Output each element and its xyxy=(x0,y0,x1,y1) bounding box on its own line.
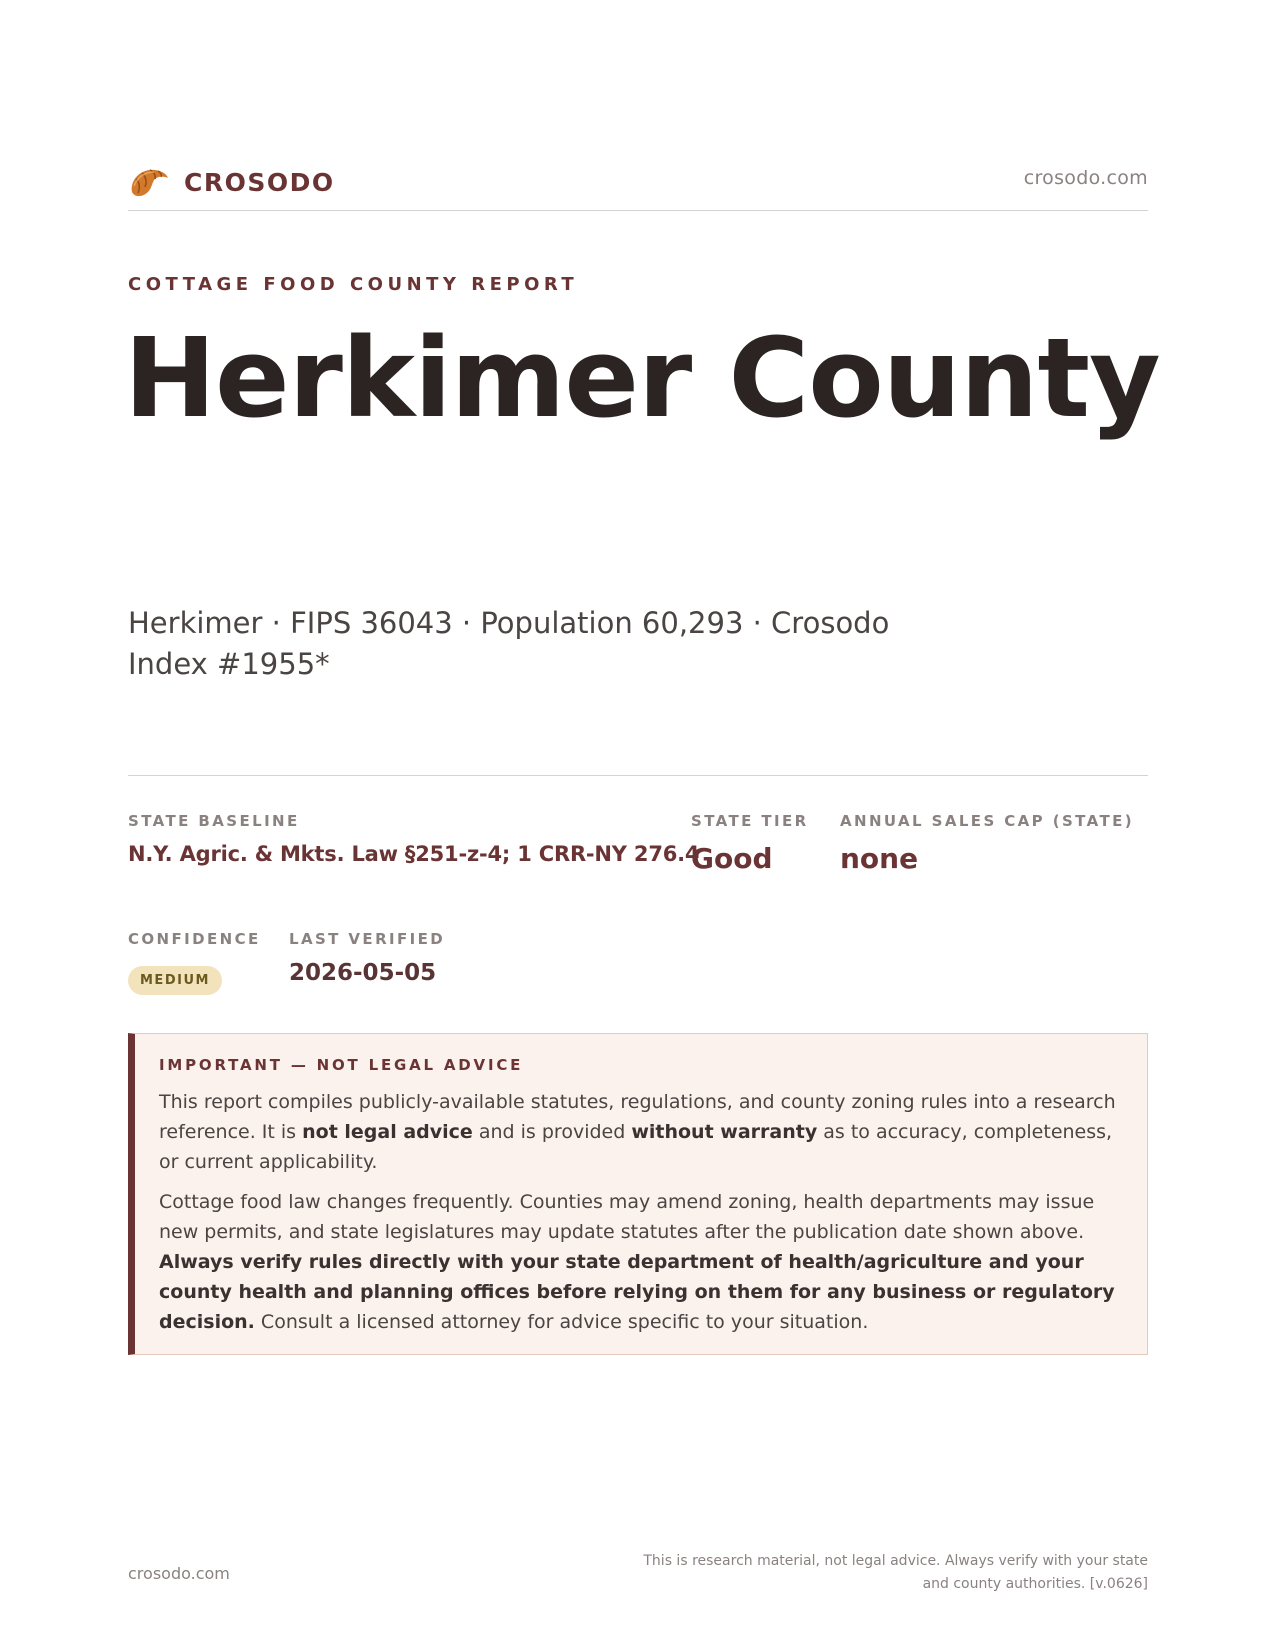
notice-text: as to accuracy, completeness, or current applicability. xyxy=(159,1121,1113,1173)
notice-emphasis: Always verify rules directly with your state department of health/agriculture and your county health and planning offices before relying on them for any business or regulatory decision. xyxy=(159,1251,1115,1333)
brand-name: CROSODO xyxy=(184,167,335,197)
report-page xyxy=(124,0,1160,1650)
notice-text: and is provided xyxy=(472,1121,632,1143)
state-tier-label: STATE TIER xyxy=(691,812,809,830)
footer-site-url[interactable]: crosodo.com xyxy=(128,1564,230,1583)
footer-disclaimer: This is research material, not legal advice. Always verify with your state and county authorities. [v.0626] xyxy=(643,1553,1148,1592)
sales-cap-value: none xyxy=(840,842,919,875)
county-summary: Herkimer · FIPS 36043 · Population 60,293 · Crosodo Index #1955* xyxy=(128,606,890,681)
last-verified-value: 2026-05-05 xyxy=(289,960,437,986)
header-divider xyxy=(128,210,1148,211)
report-kicker: COTTAGE FOOD COUNTY REPORT xyxy=(128,274,579,295)
confidence-field xyxy=(128,930,261,995)
notice-text: Consult a licensed attorney for advice specific to your situation. xyxy=(254,1311,869,1333)
state-baseline-value: N.Y. Agric. & Mkts. Law §251-z-4; 1 CRR-NY 276.4 xyxy=(128,842,700,866)
state-baseline-label: STATE BASELINE xyxy=(128,812,300,830)
notice-emphasis: without warranty xyxy=(631,1121,818,1143)
confidence-badge: MEDIUM xyxy=(128,966,222,995)
notice-paragraph-1 xyxy=(159,1087,1121,1177)
section-divider xyxy=(128,775,1148,776)
notice-paragraph-2 xyxy=(159,1187,1121,1337)
last-verified-field xyxy=(289,930,445,986)
state-tier-field xyxy=(691,812,809,875)
state-baseline-field xyxy=(128,812,699,866)
page-header xyxy=(128,158,1148,208)
page-title: Herkimer County xyxy=(124,314,1160,442)
sales-cap-label: ANNUAL SALES CAP (STATE) xyxy=(840,812,1135,830)
sales-cap-field xyxy=(840,812,1134,875)
site-url[interactable]: crosodo.com xyxy=(1023,167,1148,189)
notice-title: IMPORTANT — NOT LEGAL ADVICE xyxy=(159,1056,524,1074)
notice-text: This report compiles publicly-available statutes, regulations, and county zoning rules into a research reference. It is xyxy=(159,1091,1116,1143)
legal-notice xyxy=(128,1033,1148,1355)
croissant-icon xyxy=(128,162,170,202)
notice-text: Cottage food law changes frequently. Counties may amend zoning, health departments may issue new permits, and state legislatures may update statutes after the publication date shown above. xyxy=(159,1191,1095,1243)
last-verified-label: LAST VERIFIED xyxy=(289,930,446,948)
brand[interactable] xyxy=(128,162,335,202)
notice-emphasis: not legal advice xyxy=(302,1121,473,1143)
state-tier-value: Good xyxy=(691,842,773,875)
confidence-label: CONFIDENCE xyxy=(128,930,261,948)
